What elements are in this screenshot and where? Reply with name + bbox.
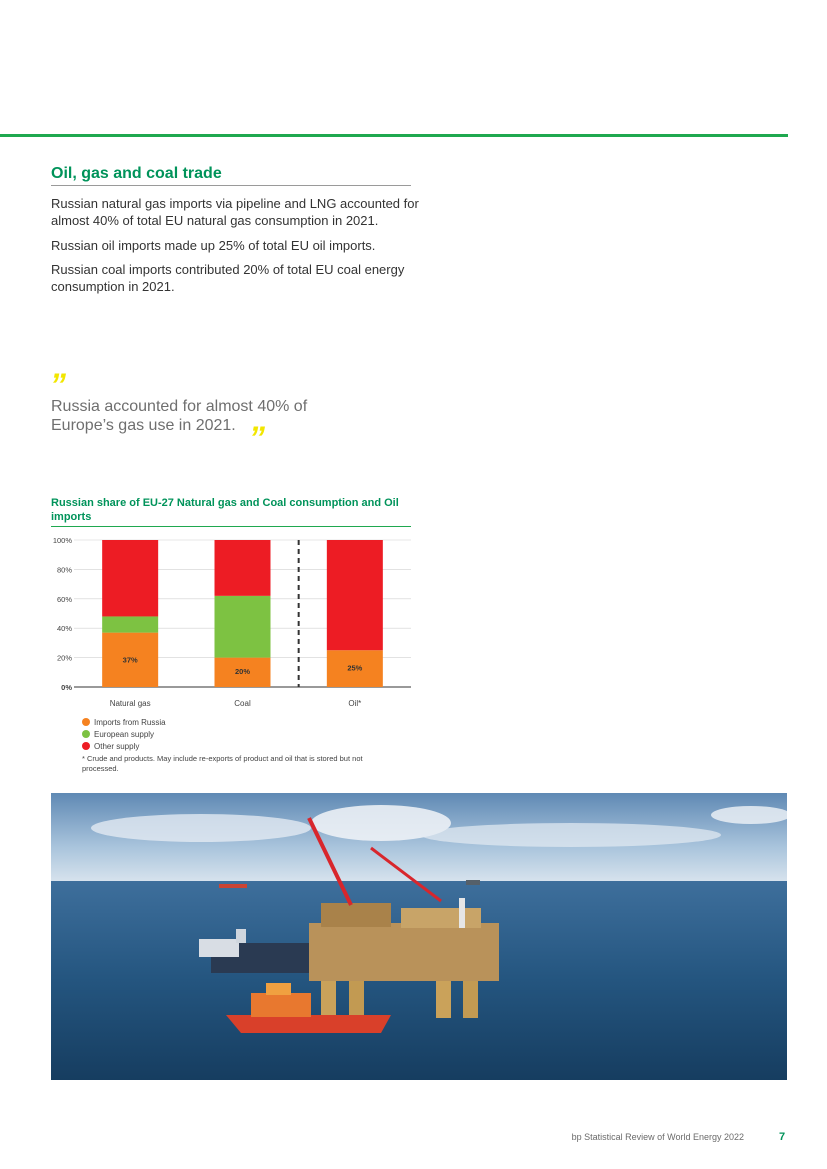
page-number: 7	[779, 1131, 786, 1143]
data-label: 25%	[347, 663, 363, 673]
paragraph-gas: Russian natural gas imports via pipeline and LNG accounted for almost 40% of total EU natural gas consumption in 2021.	[51, 196, 419, 228]
legend-swatch-icon	[82, 718, 90, 726]
legend-swatch-icon	[82, 742, 90, 750]
legend-item	[82, 716, 166, 728]
chart-legend	[82, 716, 166, 752]
title-divider	[51, 185, 411, 186]
top-green-rule	[0, 134, 788, 137]
y-tick-label: 80%	[56, 565, 72, 575]
chart-title: Russian share of EU-27 Natural gas and Coal consumption and Oil imports	[51, 497, 399, 523]
x-tick-label: Coal	[234, 699, 251, 708]
bar-0-series-2	[102, 540, 158, 616]
stacked-bar-chart	[40, 532, 420, 712]
data-label: 20%	[234, 666, 251, 676]
x-tick-label: Oil*	[348, 699, 362, 708]
bar-1-series-1	[215, 596, 271, 658]
bar-0-series-1	[102, 616, 158, 632]
footer-publication: bp Statistical Review of World Energy 2022	[571, 1132, 744, 1142]
bar-1-series-2	[215, 540, 271, 596]
y-tick-label: 100%	[52, 536, 72, 545]
section-title: Oil, gas and coal trade	[51, 165, 222, 182]
data-label: 37%	[122, 655, 138, 665]
legend-label: Imports from Russia	[94, 717, 166, 727]
paragraph-coal: Russian coal imports contributed 20% of total EU coal energy consumption in 2021.	[51, 262, 405, 294]
legend-swatch-icon	[82, 730, 90, 738]
x-tick-label: Natural gas	[109, 699, 151, 708]
chart-footnote: * Crude and products. May include re-exports of product and oil that is stored but not processed.	[82, 754, 363, 773]
legend-label: Other supply	[94, 741, 140, 751]
offshore-platform-photo	[51, 793, 787, 1080]
bar-2-series-2	[327, 540, 383, 650]
pull-quote: Russia accounted for almost 40% of Europe’s gas use in 2021.	[51, 398, 308, 434]
close-quote-icon: ”	[249, 420, 265, 456]
y-tick-label: 0%	[61, 683, 72, 692]
chart-title-divider	[51, 526, 411, 527]
y-tick-label: 40%	[56, 624, 72, 634]
paragraph-oil: Russian oil imports made up 25% of total EU oil imports.	[51, 238, 376, 253]
y-tick-label: 60%	[56, 594, 72, 604]
legend-item	[82, 728, 166, 740]
y-tick-label: 20%	[56, 653, 72, 663]
open-quote-icon: ”	[50, 367, 66, 403]
legend-label: European supply	[94, 729, 155, 739]
legend-item	[82, 740, 166, 752]
